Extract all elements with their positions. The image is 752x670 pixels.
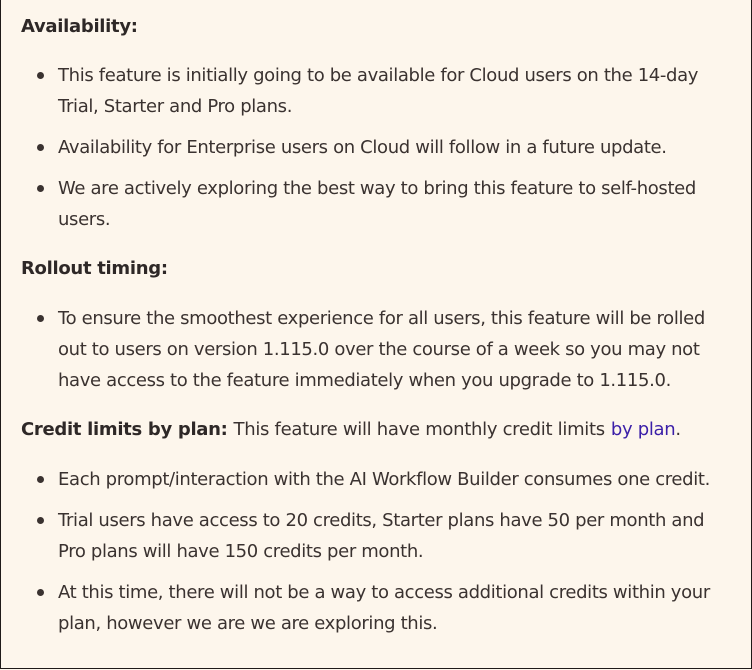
- list-item: Each prompt/interaction with the AI Workflow Builder consumes one credit.: [21, 464, 736, 495]
- credit-limits-heading: Credit limits by plan:: [21, 419, 228, 440]
- list-item: This feature is initially going to be available for Cloud users on the 14-day Trial, Starter and Pro plans.: [21, 60, 736, 122]
- availability-list: [21, 60, 736, 235]
- by-plan-link[interactable]: by plan: [610, 419, 676, 440]
- credit-limits-paragraph: [21, 416, 736, 444]
- credit-limits-intro: This feature will have monthly credit limits: [233, 419, 605, 440]
- rollout-heading: Rollout timing:: [21, 258, 168, 279]
- list-item: To ensure the smoothest experience for all users, this feature will be rolled out to users on version 1.115.0 over the course of a week so you may not have access to the feature immediately when you upgrade to 1.115.0.: [21, 303, 736, 396]
- availability-heading: Availability:: [21, 16, 138, 37]
- list-item: Trial users have access to 20 credits, Starter plans have 50 per month and Pro plans will have 150 credits per month.: [21, 505, 736, 567]
- list-item: Availability for Enterprise users on Cloud will follow in a future update.: [21, 132, 736, 163]
- rollout-list: [21, 303, 736, 396]
- list-item: At this time, there will not be a way to access additional credits within your plan, however we are we are exploring this.: [21, 577, 736, 639]
- document-content: [21, 13, 736, 639]
- credit-limits-list: [21, 464, 736, 639]
- list-item: We are actively exploring the best way to bring this feature to self-hosted users.: [21, 173, 736, 235]
- credit-limits-intro-end: .: [675, 419, 681, 440]
